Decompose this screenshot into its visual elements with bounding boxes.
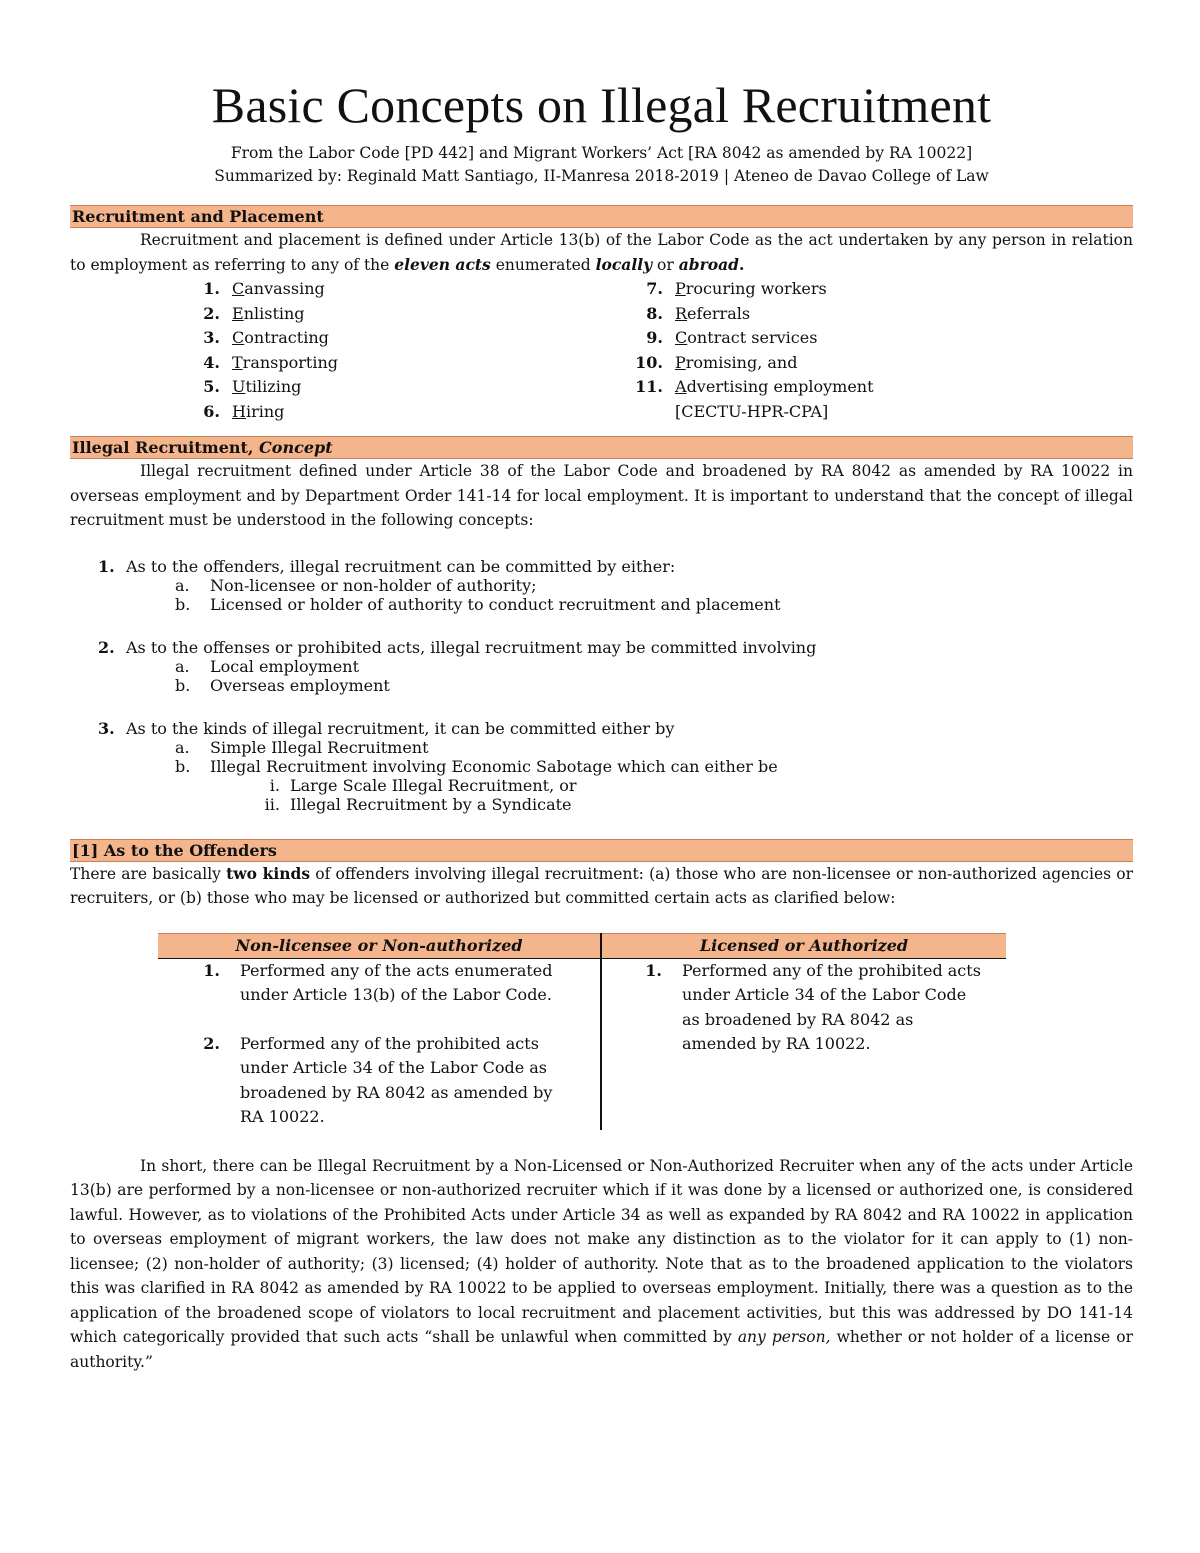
text-run: whether or not holder of a license or authority.” xyxy=(70,1328,1133,1371)
text-run-emphasis: abroad xyxy=(678,254,740,274)
section-header-concept xyxy=(70,436,1133,459)
list-item xyxy=(190,277,633,302)
item-initial: A xyxy=(675,377,687,396)
recruitment-definition xyxy=(70,228,1133,277)
item-number-spacer xyxy=(633,400,663,425)
item-text: tilizing xyxy=(245,377,302,396)
mnemonic: [CECTU-HPR-CPA] xyxy=(675,401,829,421)
item-roman: ii. xyxy=(264,794,280,814)
sub-item xyxy=(175,676,1133,695)
text-run-bold: two kinds xyxy=(226,863,311,883)
item-number: 7. xyxy=(646,279,663,298)
list-item xyxy=(98,719,1133,738)
text-run: There are basically xyxy=(70,864,227,883)
text-run: or xyxy=(652,255,679,274)
closing-paragraph xyxy=(70,1154,1133,1375)
offenders-intro xyxy=(70,862,1133,911)
sub-item xyxy=(175,595,1133,614)
item-text: Performed any of the acts enumerated under Article 13(b) of the Labor Code. xyxy=(240,960,553,1004)
item-initial: T xyxy=(232,352,243,372)
text-run: . xyxy=(739,254,745,274)
sub-sub-item xyxy=(240,795,1133,814)
offenders-comparison-table xyxy=(158,933,1006,1130)
item-text: Performed any of the prohibited acts under Article 34 of the Labor Code as broadened by RA 8042 as amended by RA 10022. xyxy=(682,960,981,1053)
item-number: 1. xyxy=(203,279,220,298)
table-header-row xyxy=(158,933,1006,958)
section-header-recruitment: Recruitment and Placement xyxy=(70,205,1133,228)
text-run: Recruitment and placement is defined under Article 13(b) of the Labor Code as the act undertaken by any person in relation to employment as referring to any of the xyxy=(70,231,1133,274)
acts-column-right xyxy=(633,277,1076,424)
sub-item xyxy=(175,738,1133,757)
item-text: Performed any of the prohibited acts under Article 34 of the Labor Code as broadened by RA 8042 as amended by RA 10022. xyxy=(240,1033,553,1126)
item-initial: U xyxy=(232,377,246,396)
item-text: ontracting xyxy=(244,328,329,347)
item-number: 9. xyxy=(646,328,663,347)
header-text: Illegal Recruitment, xyxy=(72,438,260,457)
item-text: Large Scale Illegal Recruitment, or xyxy=(290,775,577,795)
table-cell-left xyxy=(158,958,601,1130)
table-row xyxy=(158,958,1006,1130)
item-number: 2. xyxy=(203,303,220,323)
item-letter: a. xyxy=(175,656,190,676)
item-number: 1. xyxy=(98,556,115,576)
text-run-emphasis: eleven acts xyxy=(394,254,491,274)
table-cell-right xyxy=(601,958,1006,1130)
mnemonic-row xyxy=(633,400,1076,425)
list-item xyxy=(602,959,1006,1057)
item-initial: P xyxy=(675,279,686,298)
column-header-non-licensee: Non-licensee or Non-authorized xyxy=(158,933,601,958)
eleven-acts-list xyxy=(190,277,1133,424)
item-text: ransporting xyxy=(242,352,338,372)
item-letter: b. xyxy=(175,594,191,614)
item-text: dvertising employment xyxy=(686,377,874,396)
item-number: 4. xyxy=(203,352,220,372)
item-letter: a. xyxy=(175,737,190,757)
list-item xyxy=(158,959,600,1008)
item-number: 2. xyxy=(203,1033,220,1053)
subtitle-source: From the Labor Code [PD 442] and Migrant Workers’ Act [RA 8042 as amended by RA 10022] xyxy=(230,144,973,162)
list-item xyxy=(633,351,1076,376)
list-item xyxy=(633,302,1076,327)
item-initial: C xyxy=(232,279,245,298)
text-run: enumerated xyxy=(490,255,596,274)
item-initial: H xyxy=(232,401,246,421)
item-text: anvassing xyxy=(244,279,325,298)
list-item xyxy=(98,638,1133,657)
text-run-emphasis: locally xyxy=(595,254,653,274)
list-item xyxy=(190,351,633,376)
item-text: Overseas employment xyxy=(210,675,390,695)
list-item xyxy=(190,375,633,400)
sub-sub-item xyxy=(240,776,1133,795)
concept-definition: Illegal recruitment defined under Article 38 of the Labor Code and broadened by RA 8042 as amended by RA 10022 in overseas employment and by Department Order 141-14 for local employment. It is important to understand that the concept of illegal recruitment must be understood in the following concepts: xyxy=(70,462,1133,529)
item-text: Illegal Recruitment involving Economic Sabotage which can either be xyxy=(210,756,778,776)
text-run-italic: any person, xyxy=(737,1328,831,1346)
item-text: Simple Illegal Recruitment xyxy=(210,737,429,757)
list-item xyxy=(190,400,633,425)
item-initial: E xyxy=(232,303,244,323)
list-item xyxy=(633,277,1076,302)
item-text: As to the offenses or prohibited acts, illegal recruitment may be committed involving xyxy=(126,637,817,657)
item-number: 2. xyxy=(98,637,115,657)
item-number: 1. xyxy=(203,960,220,980)
concept-list xyxy=(70,557,1133,814)
item-initial: R xyxy=(675,303,688,323)
item-letter: b. xyxy=(175,756,191,776)
item-text: iring xyxy=(245,401,285,421)
document-page xyxy=(70,70,1133,1374)
list-item xyxy=(158,1032,600,1130)
page-title: Basic Concepts on Illegal Recruitment xyxy=(211,77,992,133)
list-item xyxy=(633,375,1076,400)
header-text-italic: Concept xyxy=(259,438,333,457)
item-text: nlisting xyxy=(243,303,305,323)
list-item xyxy=(633,326,1076,351)
column-header-licensed: Licensed or Authorized xyxy=(601,933,1006,958)
sub-item xyxy=(175,757,1133,776)
acts-column-left xyxy=(190,277,633,424)
item-text: rocuring workers xyxy=(685,279,827,298)
item-number: 10. xyxy=(635,352,663,372)
text-run: of offenders involving illegal recruitment: (a) those who are non-licensee or non-authorized agencies or recruiters, or (b) those who may be licensed or authorized but committed certain acts as clarified below: xyxy=(70,864,1133,907)
item-text: As to the offenders, illegal recruitment can be committed by either: xyxy=(126,556,676,576)
item-text: As to the kinds of illegal recruitment, it can be committed either by xyxy=(126,718,675,738)
item-text: Licensed or holder of authority to conduct recruitment and placement xyxy=(210,594,781,614)
item-number: 11. xyxy=(635,377,663,396)
item-number: 6. xyxy=(203,401,220,421)
text-run: In short, there can be Illegal Recruitment by a Non-Licensed or Non-Authorized Recruiter when any of the acts under Article 13(b) are performed by a non-licensee or non-authorized recruiter which if it was done by a licensed or authorized one, is considered lawful. However, as to violations of the Prohibited Acts under Article 34 as well as expanded by RA 8042 and RA 10022 in application to overseas employment of migrant workers, the law does not make any distinction as to the violator for it can apply to (1) non-licensee; (2) non-holder of authority; (3) licensed; (4) holder of authority. Note that as to the broadened application to the violators this was clarified in RA 8042 as amended by RA 10022 to be applied to overseas employment. Initially, there was a question as to the application of the broadened scope of violators to local recruitment and placement activities, but this was addressed by DO 141-14 which categorically provided that such acts “shall be unlawful when committed by xyxy=(70,1156,1133,1346)
item-text: Non-licensee or non-holder of authority; xyxy=(210,575,537,595)
item-text: ontract services xyxy=(687,328,818,347)
item-text: eferrals xyxy=(687,303,751,323)
sub-item xyxy=(175,576,1133,595)
item-letter: b. xyxy=(175,675,191,695)
item-text: romising, and xyxy=(685,352,798,372)
sub-item xyxy=(175,657,1133,676)
item-number: 3. xyxy=(98,718,115,738)
subtitle-author: Summarized by: Reginald Matt Santiago, II-Manresa 2018-2019 | Ateneo de Davao College of Law xyxy=(214,167,989,185)
section-header-offenders: [1] As to the Offenders xyxy=(70,839,1133,862)
item-initial: C xyxy=(232,328,245,347)
item-text: Local employment xyxy=(210,656,360,676)
item-number: 1. xyxy=(645,960,662,980)
item-roman: i. xyxy=(269,775,280,795)
item-letter: a. xyxy=(175,575,190,595)
item-number: 5. xyxy=(203,377,220,396)
list-item xyxy=(98,557,1133,576)
list-item xyxy=(190,302,633,327)
item-number: 3. xyxy=(203,328,220,347)
item-number: 8. xyxy=(646,303,663,323)
list-item xyxy=(190,326,633,351)
item-initial: P xyxy=(675,352,686,372)
item-initial: C xyxy=(675,328,688,347)
item-text: Illegal Recruitment by a Syndicate xyxy=(290,794,572,814)
